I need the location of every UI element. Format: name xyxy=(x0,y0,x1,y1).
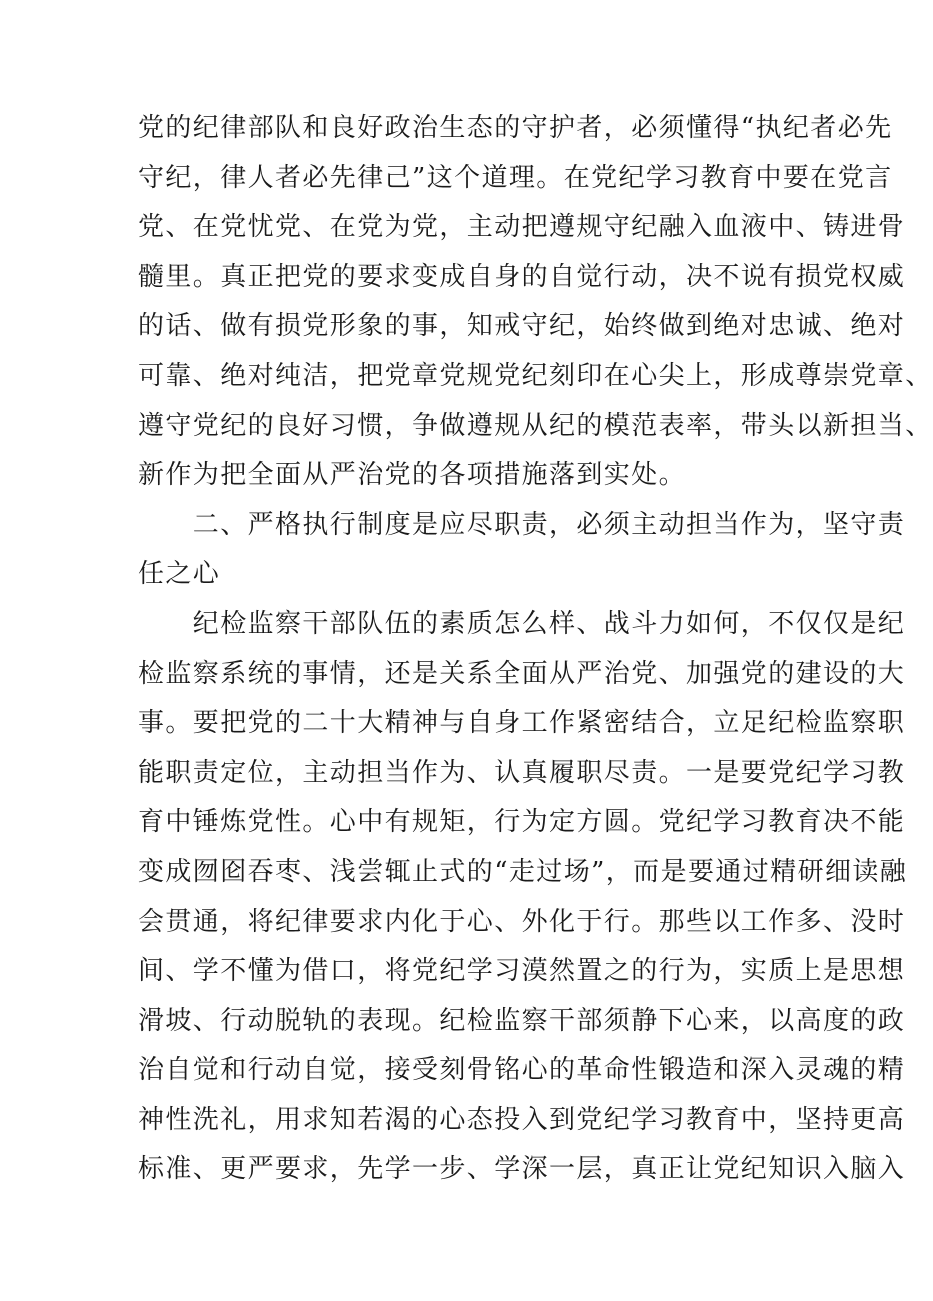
text-line: 检监察系统的事情，还是关系全面从严治党、加强党的建设的大 xyxy=(138,658,906,689)
text-line: 的话、做有损党形象的事，知戒守纪，始终做到绝对忠诚、绝对 xyxy=(138,311,906,342)
text-line: 能职责定位，主动担当作为、认真履职尽责。一是要党纪学习教 xyxy=(138,757,906,788)
text-line: 守纪，律人者必先律己”这个道理。在党纪学习教育中要在党言 xyxy=(138,162,893,193)
text-line: 纪检监察干部队伍的素质怎么样、战斗力如何，不仅仅是纪 xyxy=(138,608,906,639)
section-heading-line: 任之心 xyxy=(138,559,221,590)
text-line: 党的纪律部队和良好政治生态的守护者，必须懂得“执纪者必先 xyxy=(138,113,893,143)
body-text xyxy=(138,104,933,1195)
text-line: 滑坡、行动脱轨的表现。纪检监察干部须静下心来，以高度的政 xyxy=(138,1005,906,1036)
text-line: 髓里。真正把党的要求变成自身的自觉行动，决不说有损党权威 xyxy=(138,261,906,292)
text-line: 遵守党纪的良好习惯，争做遵规从纪的模范表率，带头以新担当、 xyxy=(138,410,933,441)
text-line: 间、学不懂为借口，将党纪学习漠然置之的行为，实质上是思想 xyxy=(138,956,906,987)
section-heading-line: 二、严格执行制度是应尽职责，必须主动担当作为，坚守责 xyxy=(138,509,906,540)
text-line: 可靠、绝对纯洁，把党章党规党纪刻印在心尖上，形成尊崇党章、 xyxy=(138,360,933,391)
text-line: 事。要把党的二十大精神与自身工作紧密结合，立足纪检监察职 xyxy=(138,708,906,739)
text-line: 神性洗礼，用求知若渴的心态投入到党纪学习教育中，坚持更高 xyxy=(138,1104,906,1135)
text-line: 新作为把全面从严治党的各项措施落到实处。 xyxy=(138,460,687,491)
text-line: 育中锤炼党性。心中有规矩，行为定方圆。党纪学习教育决不能 xyxy=(138,807,906,838)
text-line: 治自觉和行动自觉，接受刻骨铭心的革命性锻造和深入灵魂的精 xyxy=(138,1055,906,1086)
text-line: 标准、更严要求，先学一步、学深一层，真正让党纪知识入脑入 xyxy=(138,1154,906,1185)
text-line: 党、在党忧党、在党为党，主动把遵规守纪融入血液中、铸进骨 xyxy=(138,212,906,243)
text-line: 变成囫囵吞枣、浅尝辄止式的“走过场”，而是要通过精研细读融 xyxy=(138,856,908,887)
text-line: 会贯通，将纪律要求内化于心、外化于行。那些以工作多、没时 xyxy=(138,906,906,937)
